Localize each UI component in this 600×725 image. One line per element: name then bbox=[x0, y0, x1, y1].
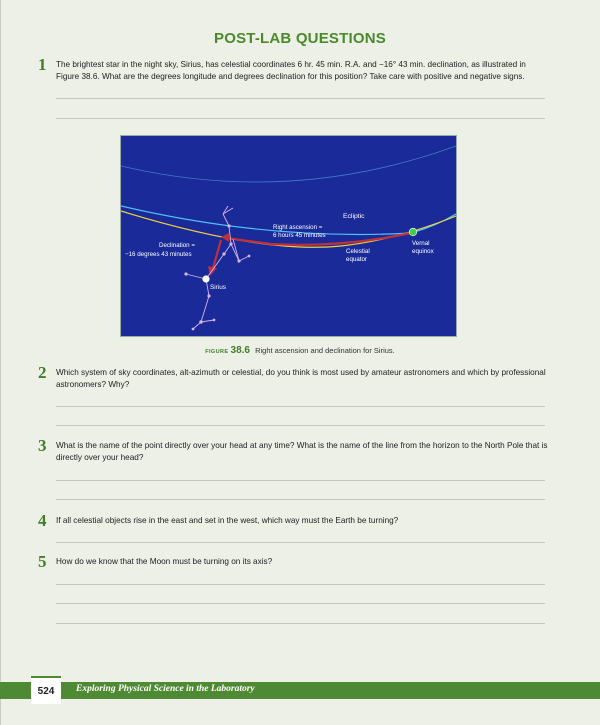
vernal-equinox-dot bbox=[409, 228, 417, 236]
page-number: 524 bbox=[31, 676, 61, 704]
declination-label-line2: −16 degrees 43 minutes bbox=[125, 251, 192, 258]
question-number-5: 5 bbox=[38, 552, 47, 571]
question-text-3: What is the name of the point directly over your head at any time? What is the name of the line from the horizon to the North Pole that is directly over your head? bbox=[56, 441, 548, 462]
page-title: POST-LAB QUESTIONS bbox=[214, 30, 386, 47]
figure-word: FIGURE bbox=[205, 349, 229, 355]
answer-line bbox=[56, 603, 545, 604]
vernal-equinox-label-line2: equinox bbox=[412, 248, 434, 255]
answer-line bbox=[56, 499, 545, 500]
figure-38-6 bbox=[120, 135, 457, 337]
answer-line bbox=[56, 406, 545, 407]
ecliptic-label: Ecliptic bbox=[343, 213, 365, 220]
answer-line bbox=[56, 98, 545, 99]
figure-number: 38.6 bbox=[230, 345, 250, 356]
question-text-4: If all celestial objects rise in the east and set in the west, which way must the Earth be turning? bbox=[56, 516, 399, 525]
declination-label-line1: Declination = bbox=[159, 242, 195, 249]
question-number-2: 2 bbox=[38, 363, 47, 382]
answer-line bbox=[56, 623, 545, 624]
vernal-equinox-label-line1: Vernal bbox=[412, 240, 430, 247]
question-text-5: How do we know that the Moon must be turning on its axis? bbox=[56, 557, 273, 566]
question-number-1: 1 bbox=[38, 55, 47, 74]
book-title: Exploring Physical Science in the Laboratory bbox=[76, 684, 255, 694]
question-text-1: The brightest star in the night sky, Sirius, has celestial coordinates 6 hr. 45 min. R.A. and −16° 43 min. declination, as illustrated in Figure 38.6. What are the degrees longitude and degrees declination for this position? Take care with positive and negative signs. bbox=[56, 60, 526, 81]
celestial-equator-label-line2: equator bbox=[346, 256, 367, 263]
answer-line bbox=[56, 425, 545, 426]
answer-line bbox=[56, 584, 545, 585]
celestial-equator-label-line1: Celestial bbox=[346, 248, 370, 255]
figure-caption bbox=[0, 345, 600, 356]
celestial-coordinates-diagram bbox=[121, 136, 456, 336]
answer-line bbox=[56, 542, 545, 543]
figure-caption-text: Right ascension and declination for Sirius. bbox=[255, 346, 395, 355]
answer-line bbox=[56, 480, 545, 481]
sirius-label: Sirius bbox=[210, 284, 226, 291]
right-ascension-label-line1: Right ascension = bbox=[273, 224, 323, 231]
sirius-star bbox=[202, 275, 209, 282]
right-ascension-label-line2: 6 hours 45 minutes bbox=[273, 232, 326, 239]
question-text-2: Which system of sky coordinates, alt-azimuth or celestial, do you think is most used by amateur astronomers and which by professional astronomers? Why? bbox=[56, 368, 546, 389]
question-number-3: 3 bbox=[38, 436, 47, 455]
question-number-4: 4 bbox=[38, 511, 47, 530]
answer-line bbox=[56, 118, 545, 119]
